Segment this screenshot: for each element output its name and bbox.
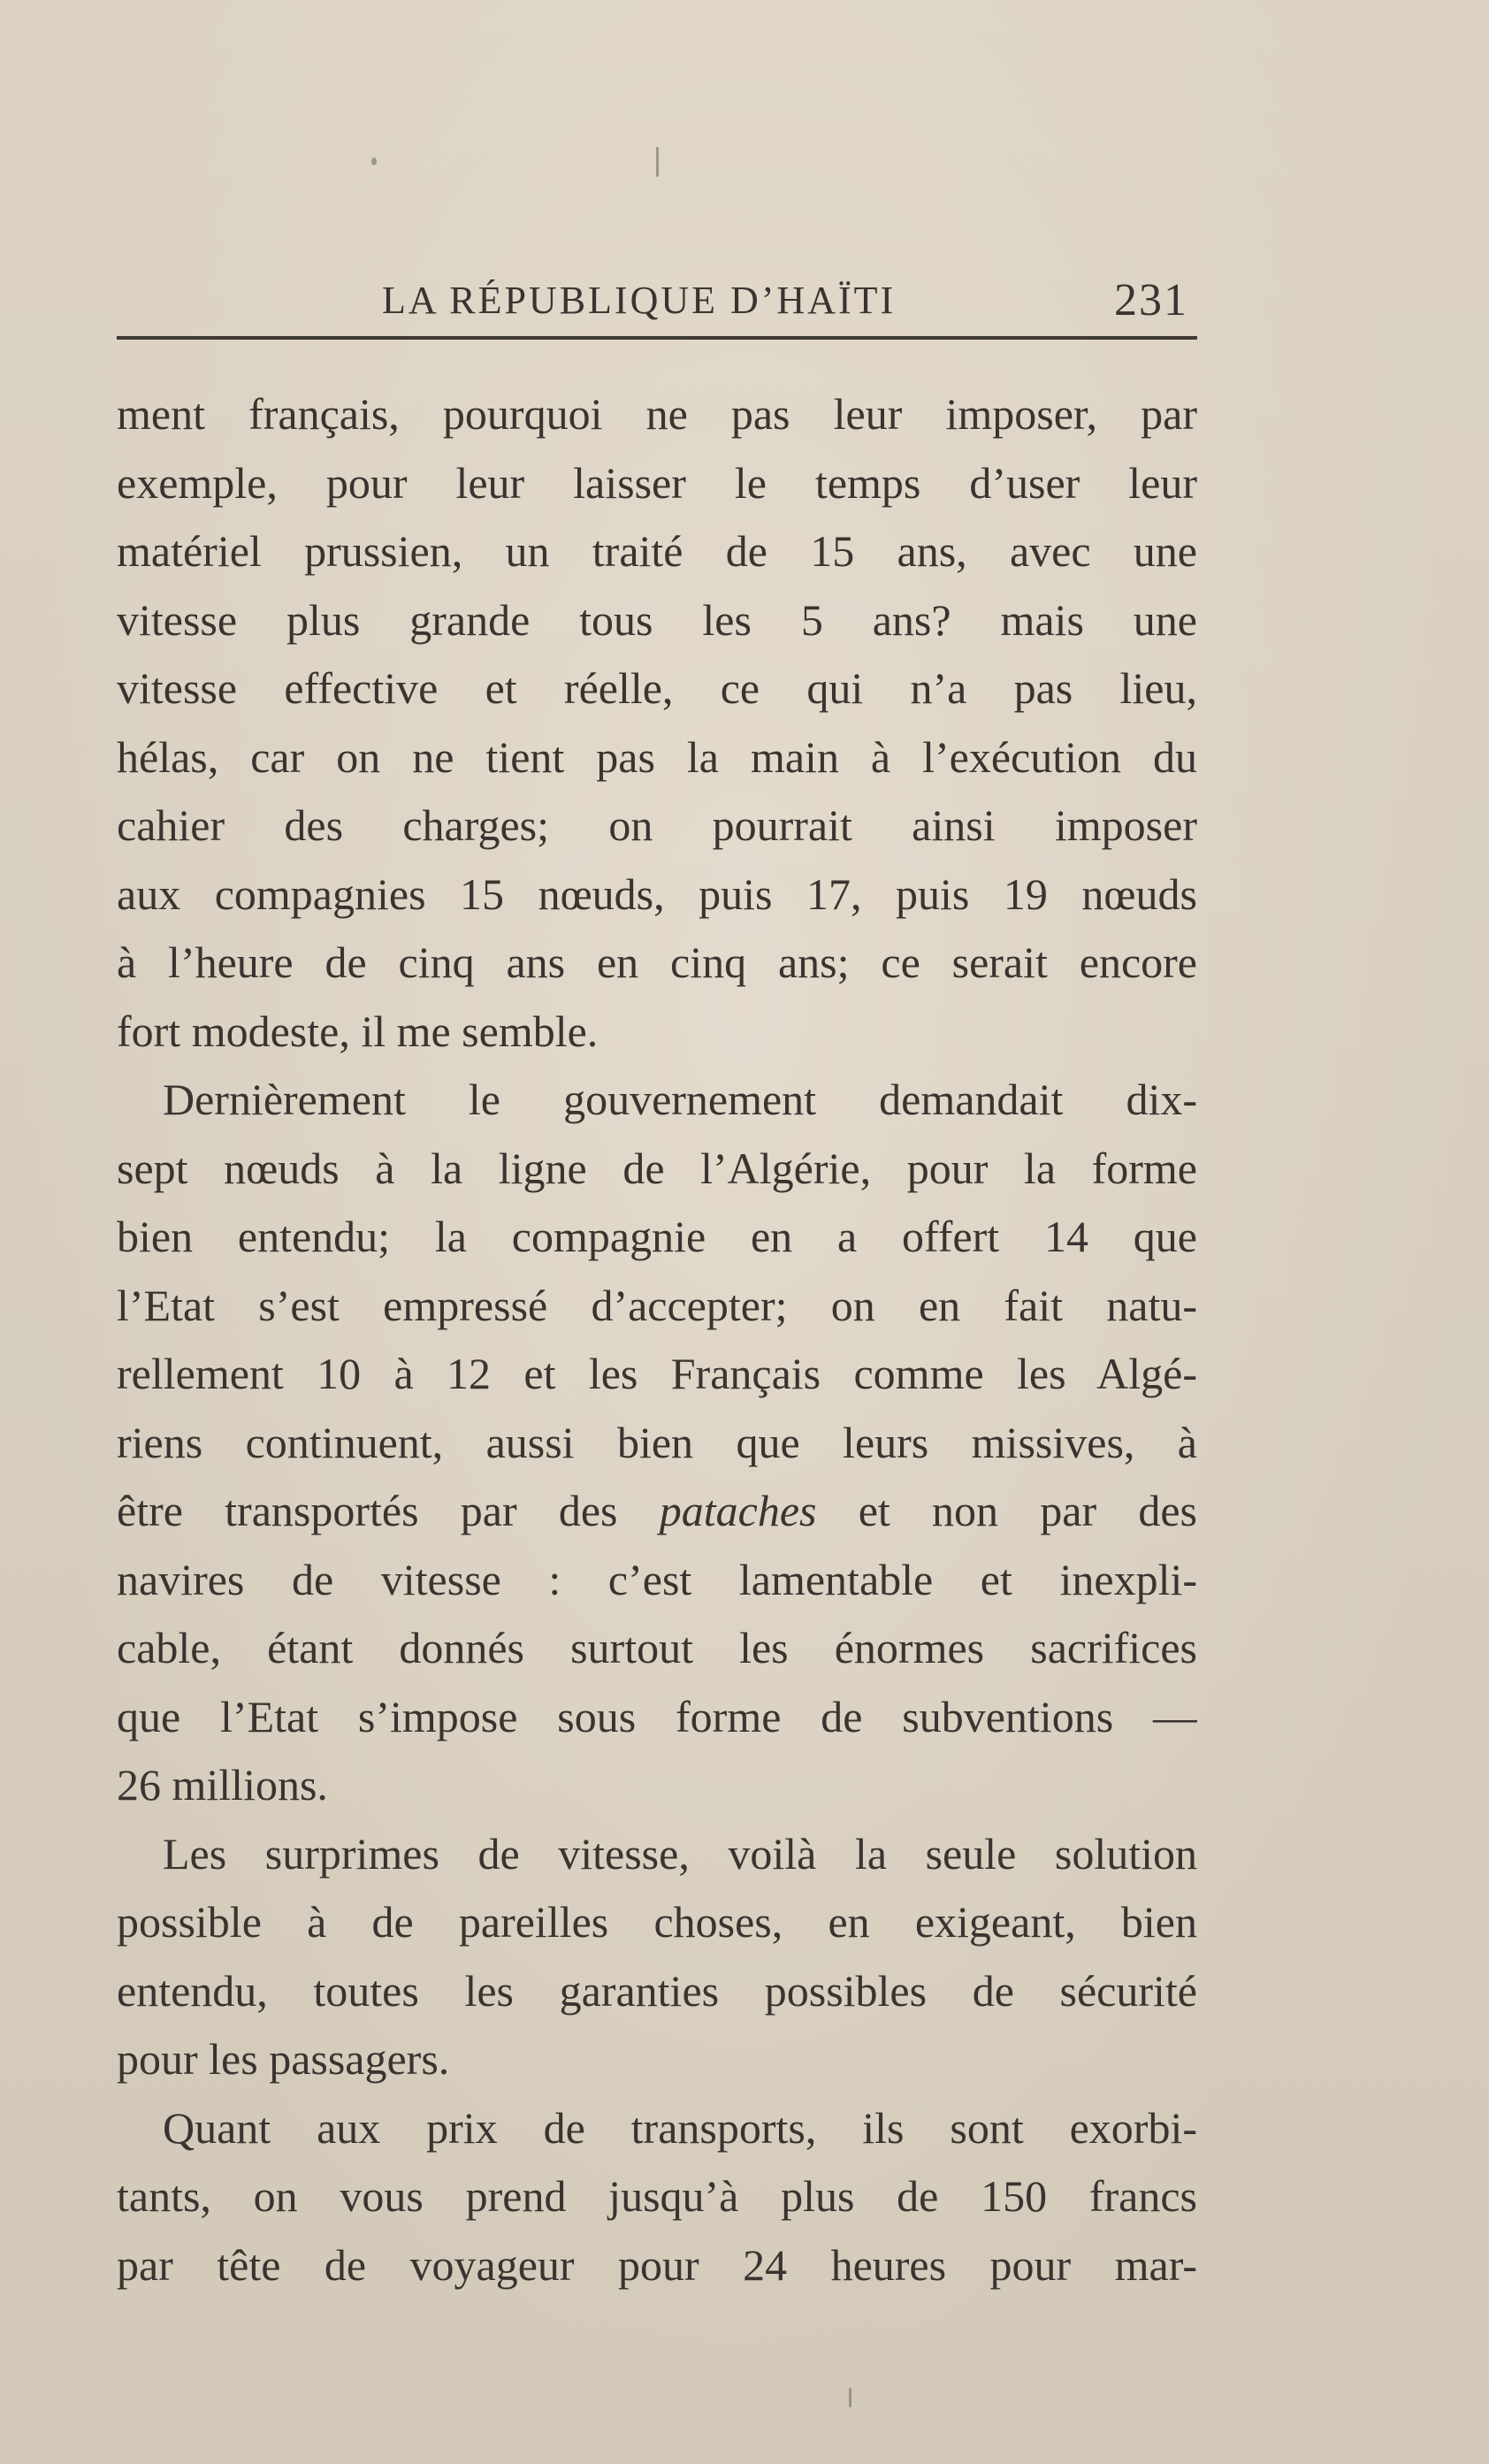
text-segment: être transportés par des xyxy=(117,1486,660,1535)
text-line: possible à de pareilles choses, en exigeant, bien xyxy=(117,1897,1197,1947)
ink-speck xyxy=(656,147,659,177)
text-line: matériel prussien, un traité de 15 ans, avec une xyxy=(117,526,1197,576)
text-line: l’Etat s’est empressé d’accepter; on en fait natu- xyxy=(117,1280,1197,1330)
ink-speck xyxy=(849,2388,851,2407)
text-line: sept nœuds à la ligne de l’Algérie, pour la forme xyxy=(117,1143,1197,1193)
ink-speck xyxy=(371,157,377,165)
text-line: 26 millions. xyxy=(117,1760,328,1810)
text-line: Dernièrement le gouvernement demandait dix- xyxy=(163,1075,1197,1124)
text-line: vitesse plus grande tous les 5 ans? mais une xyxy=(117,594,1197,645)
text-line: pour les passagers. xyxy=(117,2034,450,2084)
text-line: que l’Etat s’impose sous forme de subventions — xyxy=(117,1691,1197,1741)
text-line: Quant aux prix de transports, ils sont exorbi- xyxy=(163,2102,1197,2153)
running-title: LA RÉPUBLIQUE D’HAÏTI xyxy=(382,279,897,322)
text-line: à l’heure de cinq ans en cinq ans; ce serait encore xyxy=(117,937,1197,987)
text-line: cahier des charges; on pourrait ainsi imposer xyxy=(117,800,1197,850)
text-line: riens continuent, aussi bien que leurs missives, à xyxy=(117,1417,1197,1467)
text-line: rellement 10 à 12 et les Français comme les Algé- xyxy=(117,1349,1197,1398)
text-line: fort modeste, il me semble. xyxy=(117,1006,599,1056)
text-line-with-italic xyxy=(117,1477,1197,1546)
text-line: vitesse effective et réelle, ce qui n’a pas lieu, xyxy=(117,663,1197,713)
body-text xyxy=(117,380,1197,2299)
text-line: par tête de voyageur pour 24 heures pour mar- xyxy=(117,2239,1197,2290)
text-segment: et non par des xyxy=(816,1486,1197,1535)
text-line: Les surprimes de vitesse, voilà la seule solution xyxy=(163,1828,1197,1879)
text-line: tants, on vous prend jusqu’à plus de 150 francs xyxy=(117,2171,1197,2221)
paragraph-2 xyxy=(117,1066,1197,1820)
paragraph-3 xyxy=(117,1820,1197,2094)
text-line: aux compagnies 15 nœuds, puis 17, puis 19 nœuds xyxy=(117,869,1197,919)
header-rule xyxy=(117,336,1197,340)
text-line: entendu, toutes les garanties possibles de sécurité xyxy=(117,1965,1197,2016)
text-line: hélas, car on ne tient pas la main à l’exécution du xyxy=(117,731,1197,782)
paragraph-1 xyxy=(117,380,1197,1066)
italic-word: pataches xyxy=(659,1486,817,1535)
paragraph-4 xyxy=(117,2094,1197,2300)
text-line: navires de vitesse : c’est lamentable et inexpli- xyxy=(117,1554,1197,1604)
text-line: bien entendu; la compagnie en a offert 14 que xyxy=(117,1212,1197,1261)
page-number: 231 xyxy=(1114,275,1188,325)
text-line: cable, étant donnés surtout les énormes sacrifices xyxy=(117,1623,1197,1672)
text-line: exemple, pour leur laisser le temps d’user leur xyxy=(117,457,1197,508)
running-header xyxy=(117,265,1197,343)
text-line: ment français, pourquoi ne pas leur imposer, par xyxy=(117,389,1197,439)
